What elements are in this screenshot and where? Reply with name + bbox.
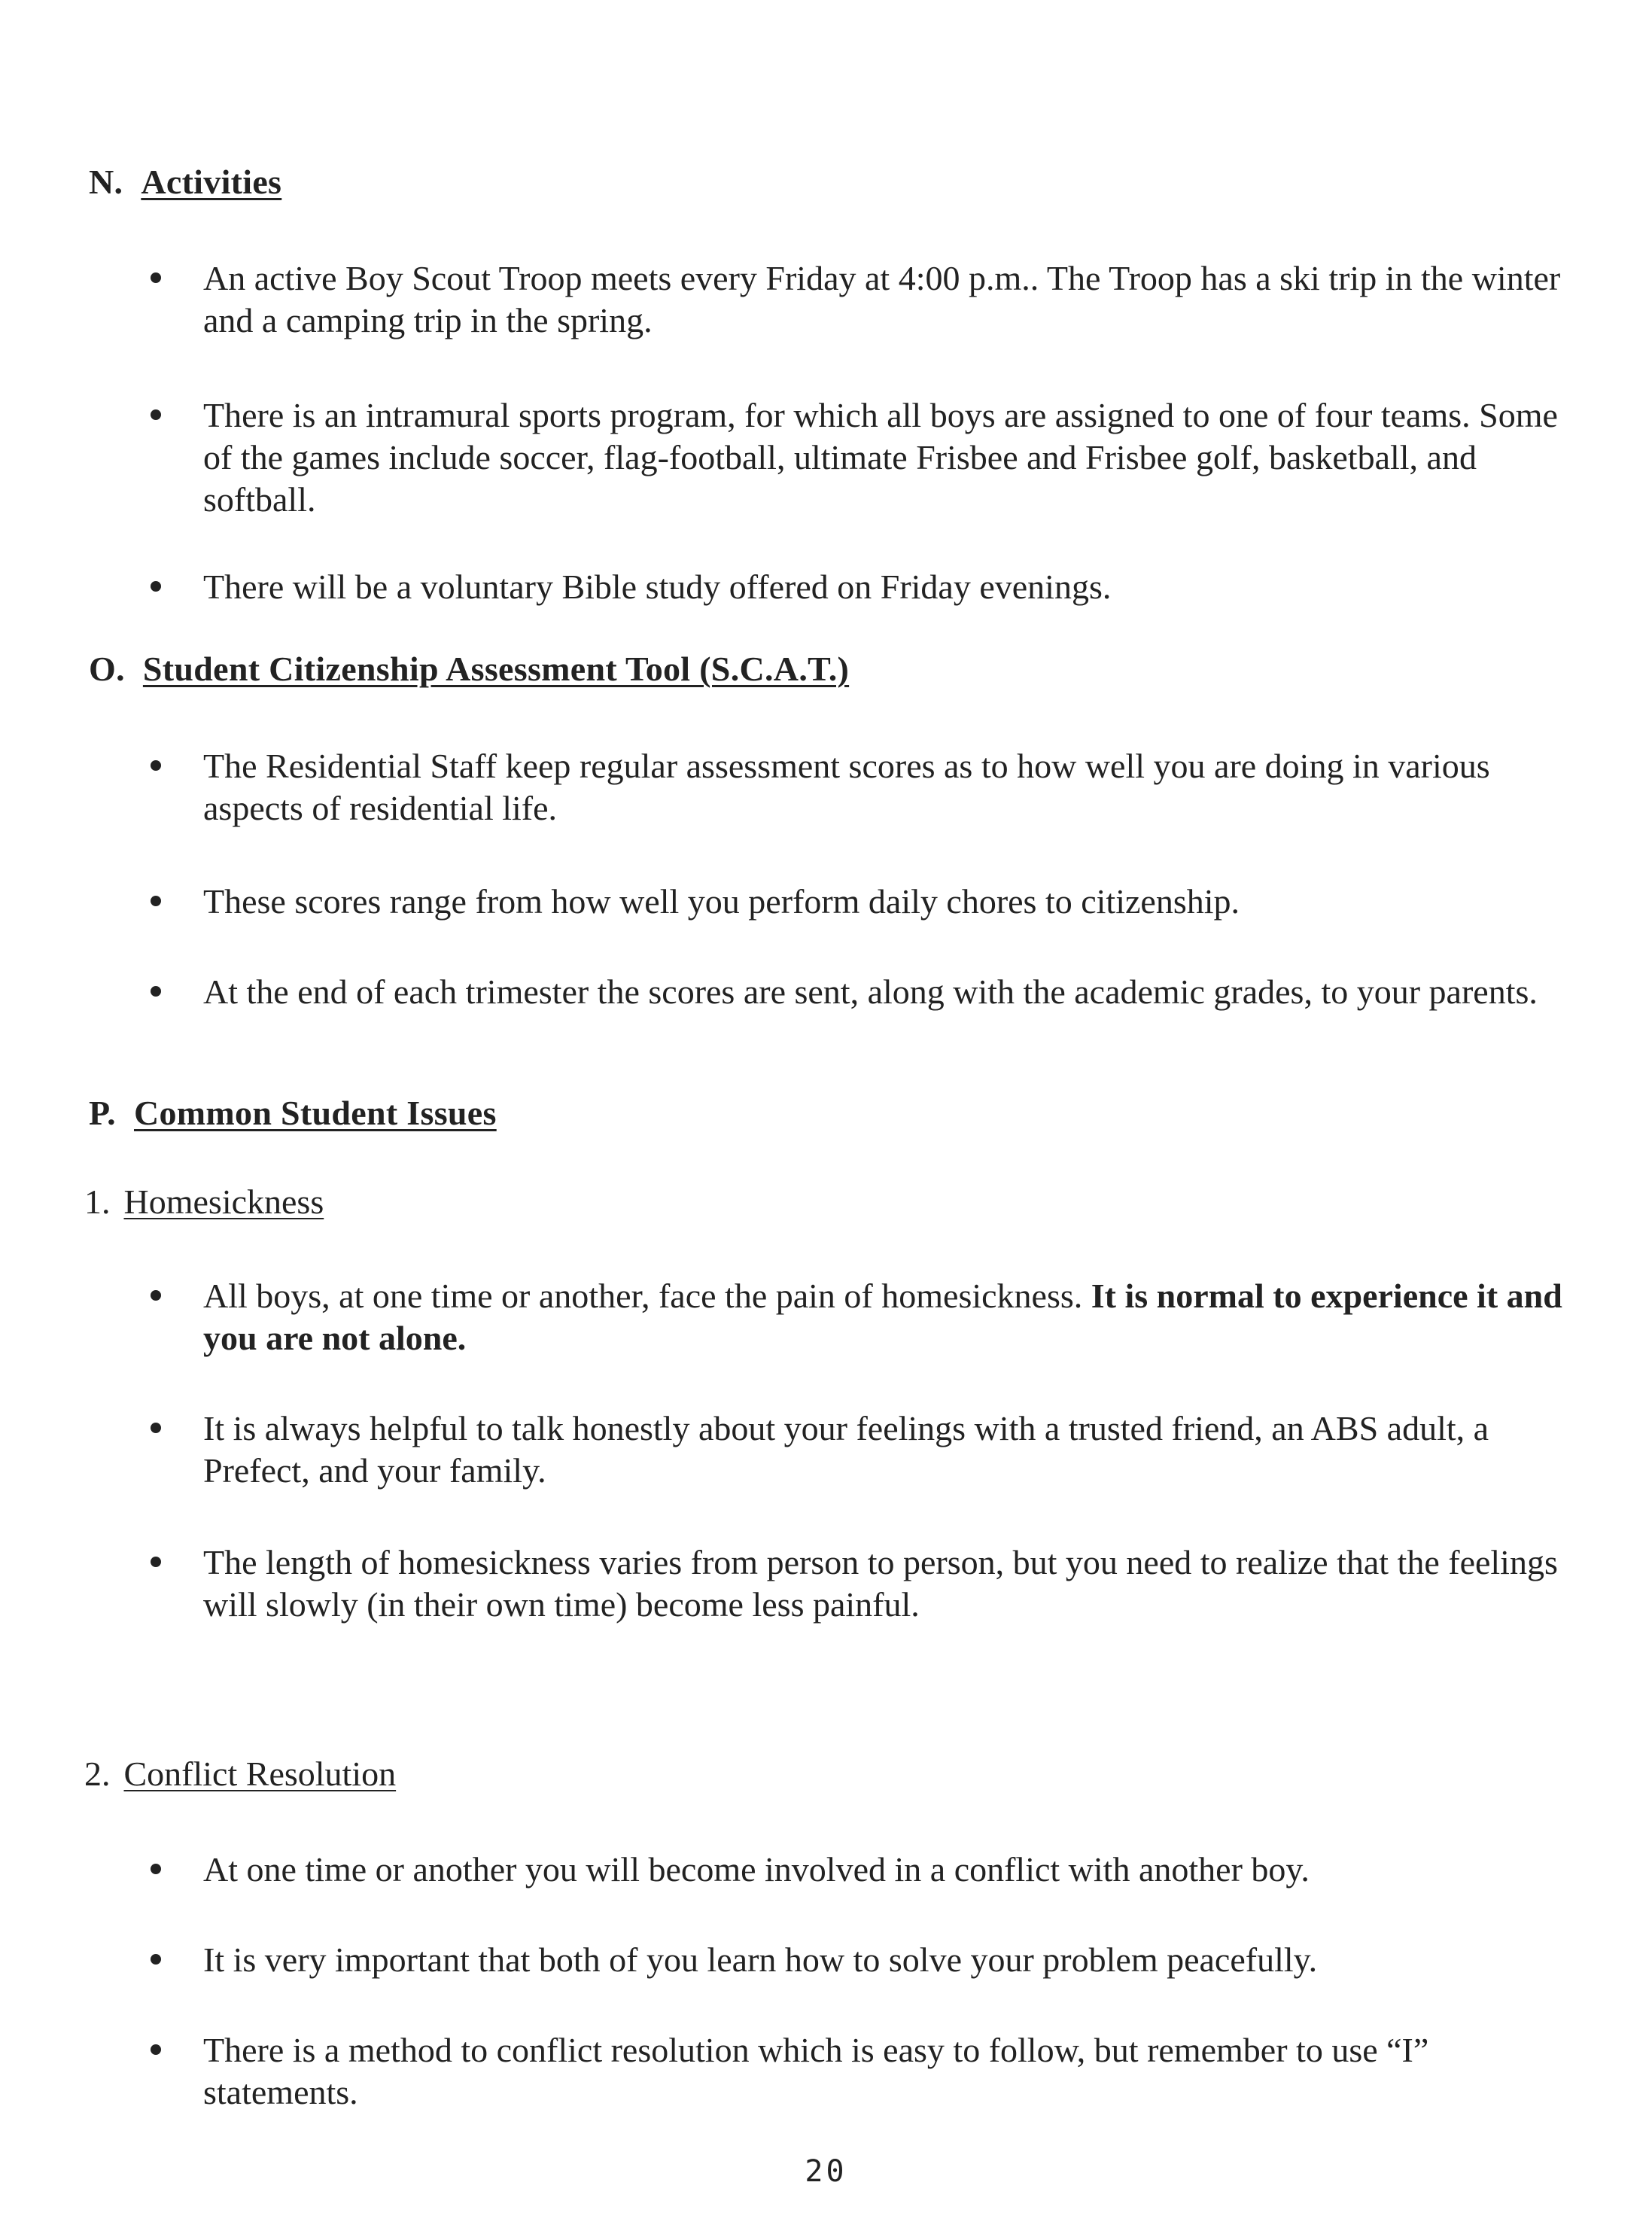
- section-heading-common-issues: [89, 1093, 497, 1133]
- section-letter: P.: [89, 1094, 116, 1132]
- list-item-text: There will be a voluntary Bible study offered on Friday evenings.: [203, 568, 1112, 606]
- list-item-text: At one time or another you will become involved in a conflict with another boy.: [203, 1850, 1310, 1889]
- bullet-icon: [151, 409, 161, 420]
- bullet-icon: [151, 272, 161, 283]
- subsection-number: 1.: [84, 1182, 111, 1221]
- bullet-icon: [151, 1954, 161, 1965]
- list-item-text: There is a method to conflict resolution which is easy to follow, but remember to use “I” statements.: [203, 2031, 1429, 2111]
- list-item-text: The length of homesickness varies from person to person, but you need to realize that the feelings will slowly (in their own time) become less painful.: [203, 1543, 1558, 1624]
- page-number: 20: [805, 2154, 847, 2189]
- bullet-icon: [151, 1557, 161, 1567]
- section-title: Common Student Issues: [133, 1094, 497, 1132]
- section-heading-activities: [89, 162, 281, 202]
- list-item-text: It is always helpful to talk honestly about your feelings with a trusted friend, an ABS adult, a Prefect, and your family.: [203, 1409, 1489, 1490]
- bullet-icon: [151, 760, 161, 771]
- section-letter: O.: [89, 650, 125, 688]
- list-item-text: [203, 1275, 1565, 1359]
- bullet-icon: [151, 1290, 161, 1301]
- list-item-text: It is very important that both of you learn how to solve your problem peacefully.: [203, 1940, 1318, 1979]
- subsection-heading-homesickness: [84, 1182, 324, 1222]
- section-title: Activities: [141, 163, 282, 201]
- bullet-icon: [151, 581, 161, 592]
- bullet-icon: [151, 1864, 161, 1874]
- list-item-text: There is an intramural sports program, for which all boys are assigned to one of four teams. Some of the games include soccer, flag-football, ultimate Frisbee and Frisbee golf, basketball, and softball.: [203, 396, 1558, 519]
- list-item-text: The Residential Staff keep regular assessment scores as to how well you are doing in various aspects of residential life.: [203, 747, 1490, 827]
- subsection-heading-conflict-resolution: [84, 1754, 396, 1794]
- section-heading-scat: [89, 649, 849, 689]
- subsection-number: 2.: [84, 1755, 111, 1793]
- list-item-text: At the end of each trimester the scores are sent, along with the academic grades, to your parents.: [203, 972, 1538, 1011]
- list-item-text: An active Boy Scout Troop meets every Friday at 4:00 p.m.. The Troop has a ski trip in the winter and a camping trip in the spring.: [203, 259, 1561, 339]
- list-item-text-regular: All boys, at one time or another, face the pain of homesickness.: [203, 1277, 1083, 1315]
- subsection-title: Conflict Resolution: [123, 1755, 397, 1793]
- subsection-title: Homesickness: [123, 1182, 324, 1221]
- list-item-text-emphasis: It is normal to experience it and you are not alone.: [203, 1277, 1562, 1357]
- list-item-text: These scores range from how well you perform daily chores to citizenship.: [203, 882, 1240, 921]
- bullet-icon: [151, 896, 161, 906]
- section-letter: N.: [89, 163, 123, 201]
- section-title: Student Citizenship Assessment Tool (S.C.A.T.): [142, 650, 850, 688]
- bullet-icon: [151, 2044, 161, 2055]
- bullet-icon: [151, 986, 161, 997]
- bullet-icon: [151, 1423, 161, 1433]
